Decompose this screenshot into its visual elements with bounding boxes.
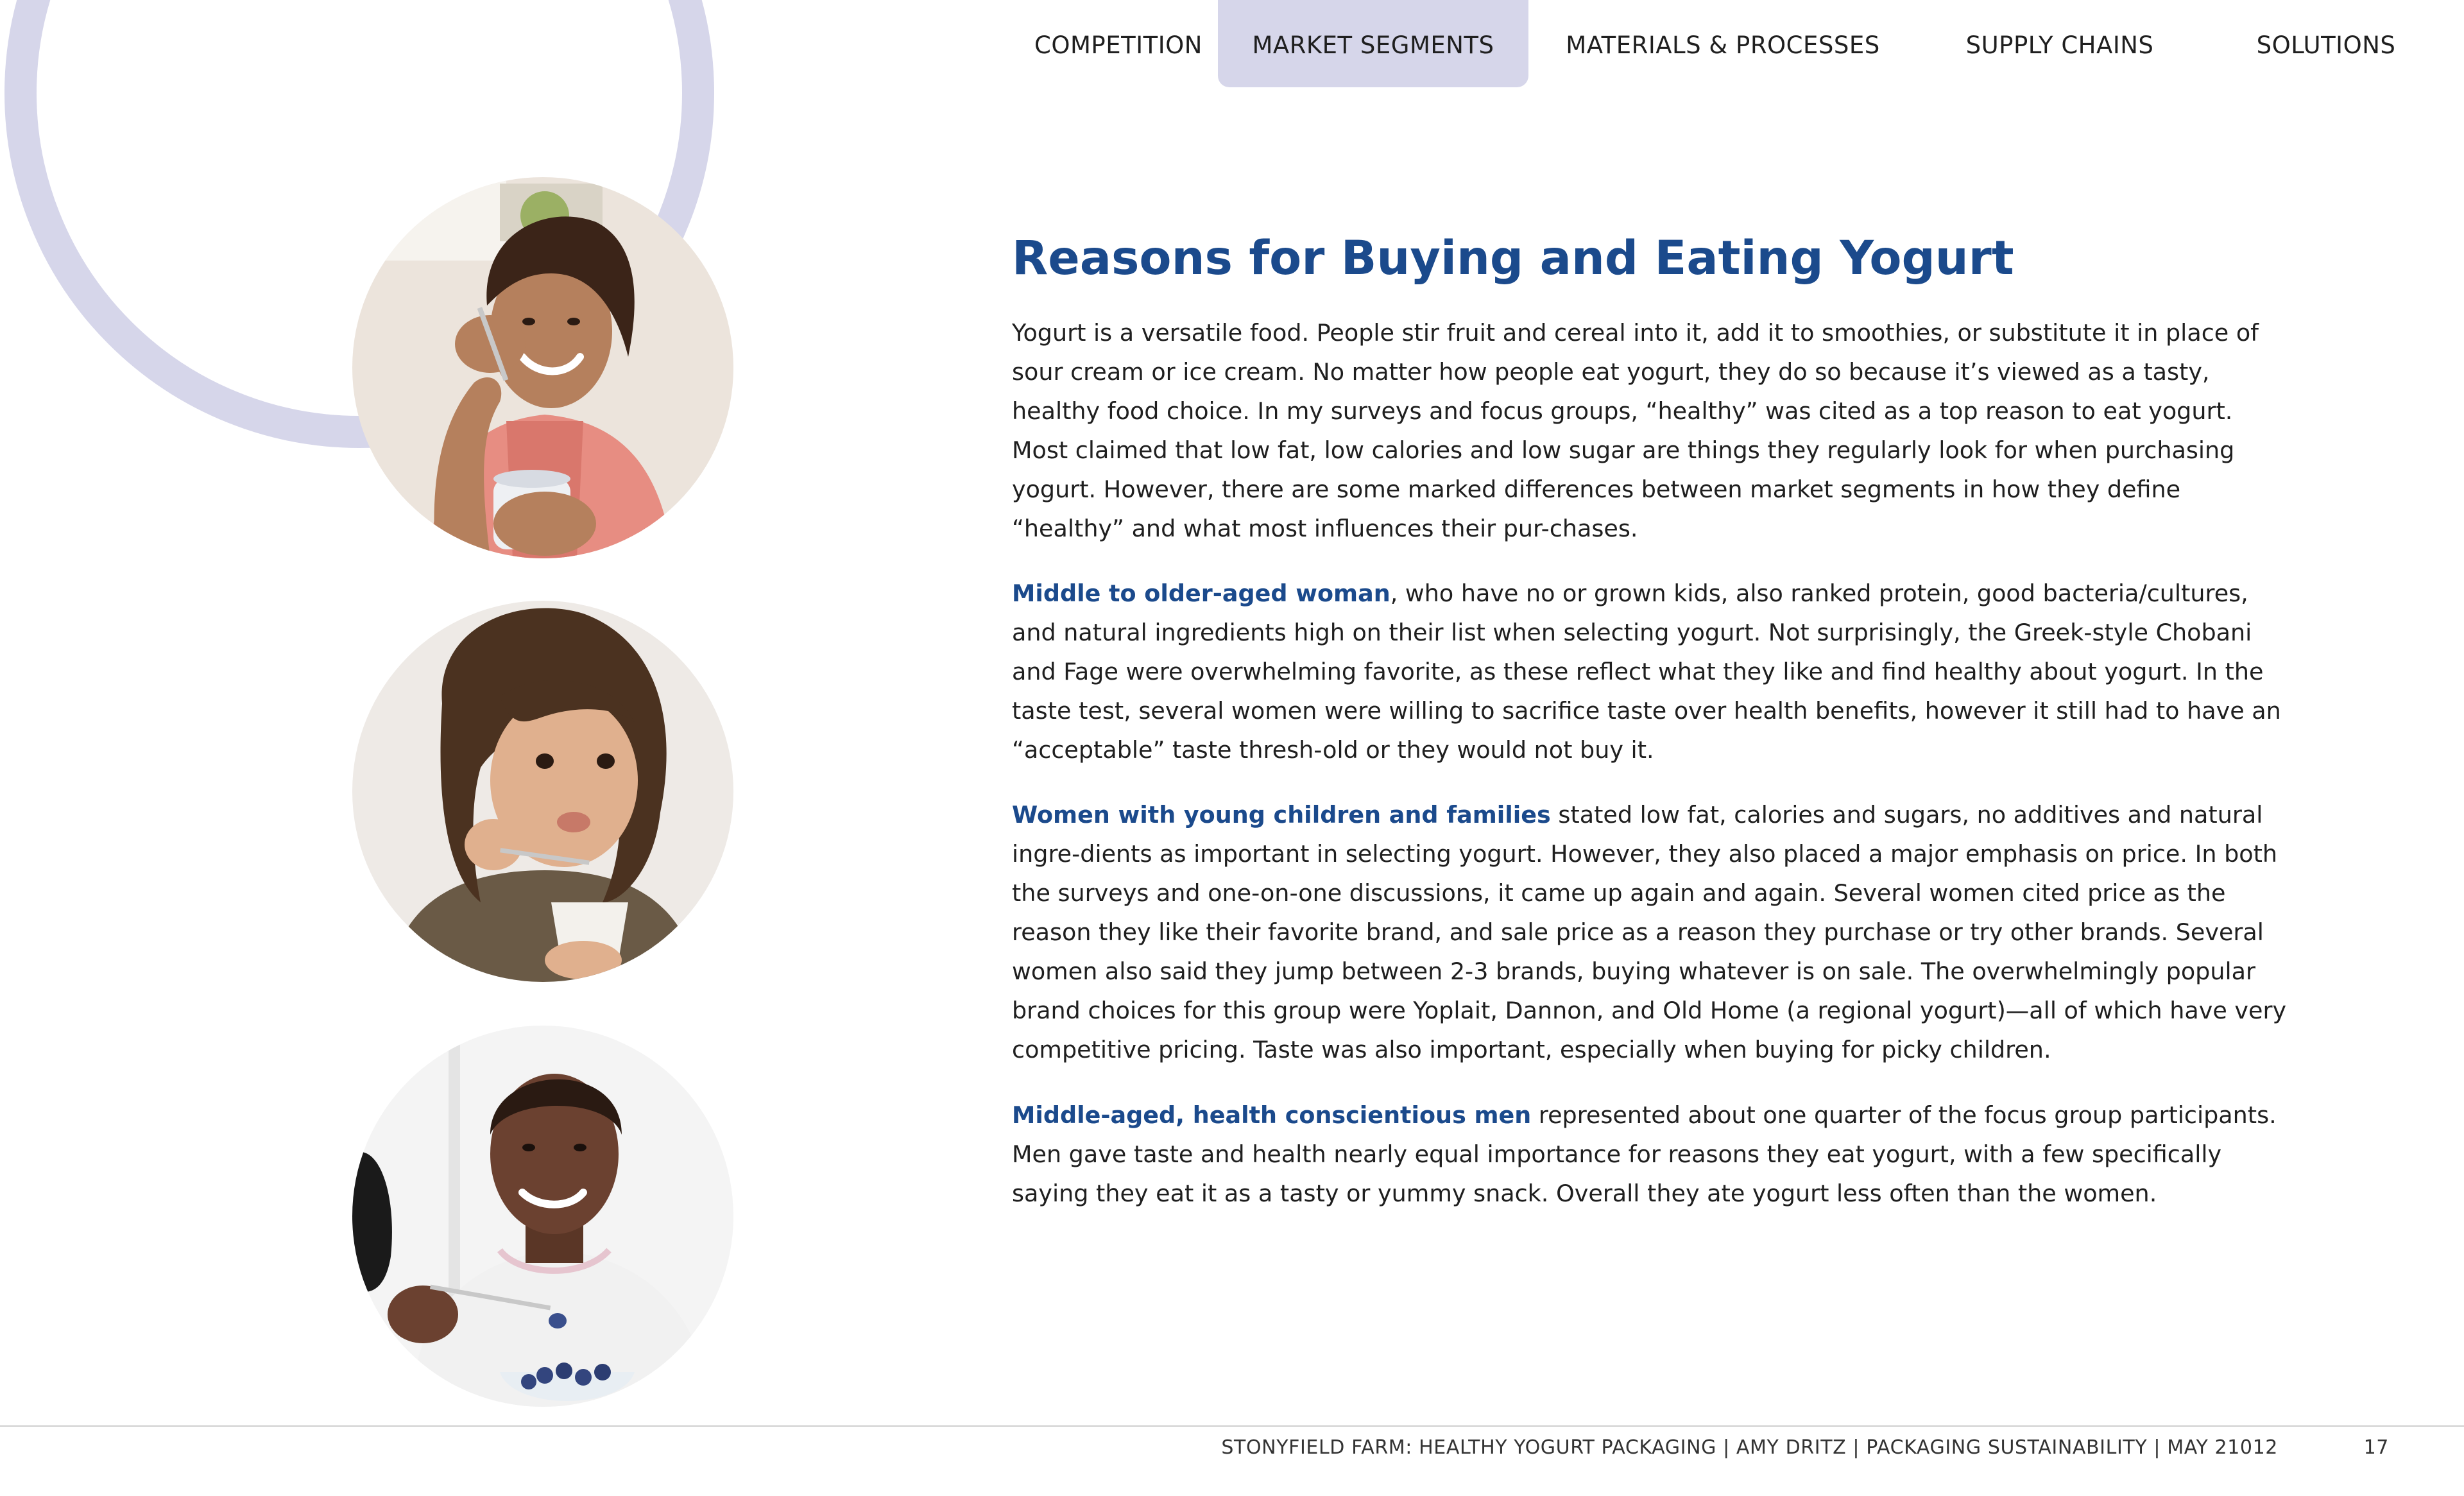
footer-credit: STONYFIELD FARM: HEALTHY YOGURT PACKAGING | AMY DRITZ | PACKAGING SUSTAINABILITY | MAY 21012 — [1221, 1436, 2278, 1459]
photo-child-eating-yogurt — [352, 601, 733, 982]
photo-woman-eating-yogurt — [352, 177, 733, 558]
segment-paragraph-men — [1012, 1096, 2289, 1213]
man-eating-yogurt-image — [352, 1026, 733, 1407]
segment-paragraph-families — [1012, 795, 2289, 1069]
photo-man-eating-yogurt — [352, 1026, 733, 1407]
segment-lead-men: Middle-aged, health conscientious men — [1012, 1101, 1532, 1129]
footer-divider — [0, 1425, 2464, 1427]
nav-tab-supply-chains[interactable]: SUPPLY CHAINS — [1965, 31, 2154, 59]
segment-paragraph-older-women — [1012, 574, 2289, 769]
nav-tab-competition[interactable]: COMPETITION — [1034, 31, 1202, 59]
woman-eating-yogurt-image — [352, 177, 733, 558]
nav-tab-materials-processes[interactable]: MATERIALS & PROCESSES — [1566, 31, 1880, 59]
intro-paragraph: Yogurt is a versatile food. People stir fruit and cereal into it, add it to smoothies, or substitute it in place of sour cream or ice cream. No matter how people eat yogurt, they do so because it’s viewed as a tasty, healthy food choice. In my surveys and focus groups, “healthy” was cited as a top reason to eat yogurt. Most claimed that low fat, low calories and low sugar are things they regularly look for when purchasing yogurt. However, there are some marked differences between market segments in how they define “healthy” and what most influences their pur-chases. — [1012, 319, 2259, 542]
child-eating-yogurt-image — [352, 601, 733, 982]
page-title: Reasons for Buying and Eating Yogurt — [1012, 231, 2014, 286]
segment-lead-families: Women with young children and families — [1012, 801, 1551, 829]
segment-text-families: stated low fat, calories and sugars, no additives and natural ingre-dients as important in selecting yogurt. However, they also placed a major emphasis on price. In both the surveys and one-on-one discussions, it came up again and again. Several women cited price as the reason they like their favorite brand, and sale price as a reason they purchase or try other brands. Several women also said they jump between 2-3 brands, buying whatever is on sale. The overwhelmingly popular brand choices for this group were Yoplait, Dannon, and Old Home (a regional yogurt)—all of which have very competitive pricing. Taste was also important, especially when buying for picky children. — [1012, 801, 2287, 1063]
segment-lead-older-women: Middle to older-aged woman — [1012, 580, 1390, 607]
segment-text-men: represented about one quarter of the focus group participants. Men gave taste and health nearly equal importance for reasons they eat yogurt, with a few specifically saying they eat it as a tasty or yummy snack. Overall they ate yogurt less often than the women. — [1012, 1101, 2277, 1207]
nav-tab-market-segments[interactable]: MARKET SEGMENTS — [1218, 0, 1528, 87]
nav-tab-solutions[interactable]: SOLUTIONS — [2256, 31, 2396, 59]
page-number: 17 — [2363, 1436, 2389, 1459]
segment-text-older-women: , who have no or grown kids, also ranked protein, good bacteria/cultures, and natural ingredients high on their list when selecting yogurt. Not surprisingly, the Greek-style Chobani and Fage were overwhelming favorite, as these reflect what they like and find healthy about yogurt. In the taste test, several women were willing to sacrifice taste over health benefits, however it still had to have an “acceptable” taste thresh-old or they would not buy it. — [1012, 580, 2281, 764]
